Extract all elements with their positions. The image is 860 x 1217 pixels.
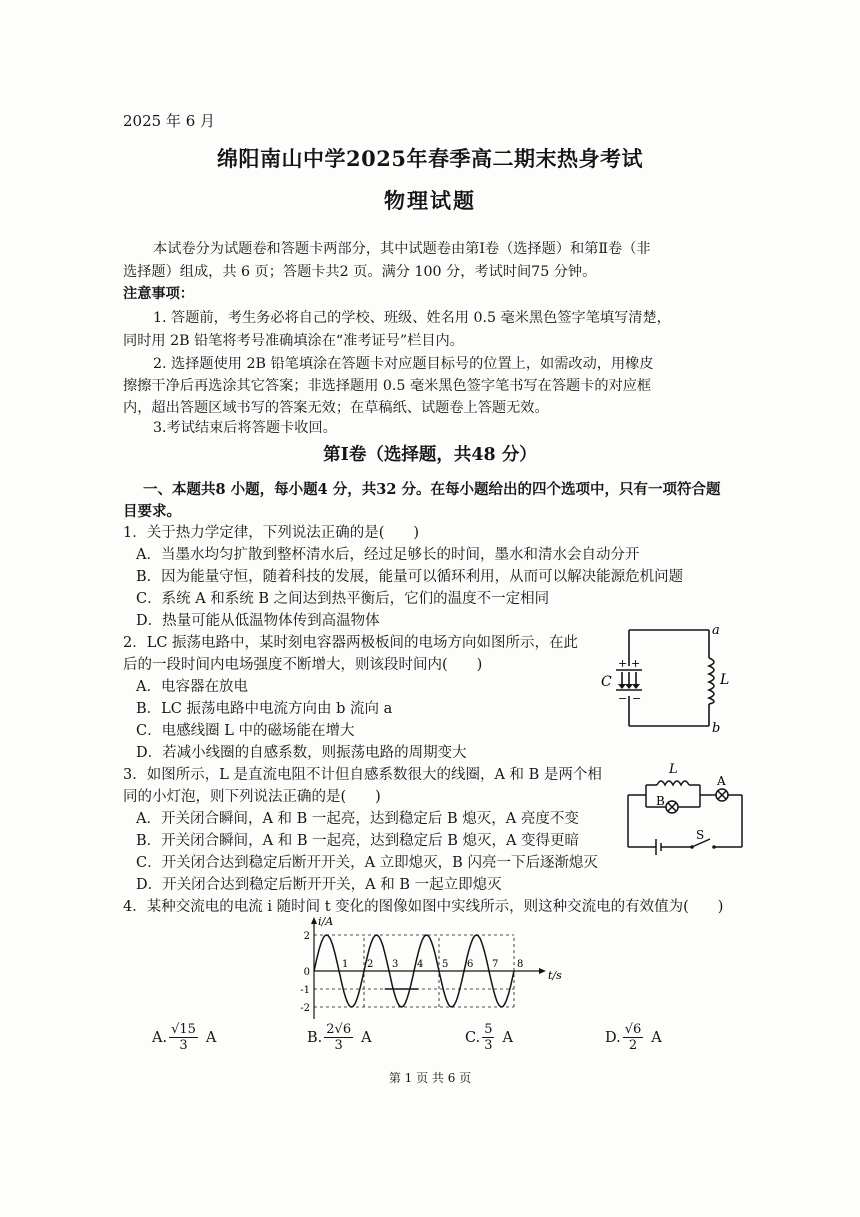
graph-x-axis-label: t/s — [548, 969, 562, 982]
question-3-option-b: B．开关闭合瞬间，A 和 B 一起亮，达到稳定后 B 熄灭，A 变得更暗 — [136, 833, 580, 849]
terminal-b-label: b — [712, 721, 721, 734]
question-2-option-b: B．LC 振荡电路中电流方向由 b 流向 a — [136, 701, 393, 717]
option-a-denominator: 3 — [179, 1038, 188, 1053]
question-3-option-d: D．开关闭合达到稳定后断开开关，A 和 B 一起立即熄灭 — [136, 877, 502, 893]
terminal-a-label: a — [712, 623, 720, 638]
question-3-stem-2: 同的小灯泡，则下列说法正确的是( ) — [123, 789, 381, 805]
option-a-fraction — [169, 1022, 198, 1053]
lamp-b-label: B — [656, 794, 665, 808]
graph-y-tick-label: -2 — [300, 1003, 310, 1014]
option-b-denominator: 3 — [334, 1038, 343, 1053]
note-3: 3.考试结束后将答题卡收回。 — [153, 420, 337, 436]
option-d-numerator: √6 — [624, 1022, 642, 1037]
graph-y-tick-label: 0 — [303, 967, 310, 978]
capacitor-label: C — [601, 674, 612, 690]
question-1-option-d: D．热量可能从低温物体传到高温物体 — [136, 613, 380, 629]
question-3-stem-1: 3．如图所示，L 是直流电阻不计但自感系数很大的线圈，A 和 B 是两个相 — [123, 767, 602, 783]
section-1-instruction-1: 一、本题共8 小题，每小题4 分，共32 分。在每小题给出的四个选项中，只有一项符合题 — [143, 481, 721, 498]
question-4-option-a — [152, 1022, 216, 1053]
note-1-line-2: 同时用 2B 铅笔将考号准确填涂在“准考证号”栏目内。 — [123, 333, 464, 349]
option-b-unit: A — [361, 1029, 372, 1046]
question-2-option-c: C．电感线圈 L 中的磁场能在增大 — [136, 723, 355, 739]
question-1-stem: 1．关于热力学定律，下列说法正确的是( ) — [123, 525, 420, 541]
option-a-unit: A — [205, 1029, 217, 1046]
question-2-option-d: D．若减小线圈的自感系数，则振荡电路的周期变大 — [136, 745, 467, 761]
option-b-letter: B. — [307, 1029, 323, 1046]
graph-x-tick-label: 4 — [417, 959, 424, 970]
question-4-option-d — [605, 1022, 662, 1053]
graph-x-tick-label: 6 — [467, 959, 474, 970]
option-a-numerator: √15 — [171, 1022, 196, 1037]
option-c-denominator: 3 — [484, 1038, 493, 1053]
graph-x-tick-label: 2 — [367, 959, 374, 970]
option-b-numerator: 2√6 — [326, 1022, 352, 1037]
question-1-option-b: B．因为能量守恒，随着科技的发展，能量可以循环利用，从而可以解决能源危机问题 — [136, 569, 684, 585]
option-d-unit: A — [651, 1029, 662, 1046]
question-3-option-a: A．开关闭合瞬间，A 和 B 一起亮，达到稳定后 B 熄灭，A 亮度不变 — [136, 811, 579, 827]
option-a-letter: A. — [152, 1029, 168, 1046]
intro-line-1: 本试卷分为试题卷和答题卡两部分，其中试题卷由第Ⅰ卷（选择题）和第Ⅱ卷（非 — [153, 241, 651, 257]
option-c-unit: A — [502, 1029, 513, 1046]
note-2-line-3: 内，超出答题区域书写的答案无效；在草稿纸、试题卷上答题无效。 — [123, 400, 549, 416]
current-time-graph — [292, 915, 572, 1023]
lamp-circuit-diagram — [620, 755, 750, 860]
exam-title: 绵阳南山中学2025年春季高二期末热身考试 — [217, 146, 643, 171]
page-footer: 第 1 页 共 6 页 — [388, 1071, 472, 1085]
question-2-stem-1: 2．LC 振荡电路中，某时刻电容器两极板间的电场方向如图所示，在此 — [123, 635, 579, 651]
question-4-stem: 4．某种交流电的电流 i 随时间 t 变化的图像如图中实线所示，则这种交流电的有效值为( ) — [123, 899, 724, 915]
graph-x-tick-label: 1 — [342, 959, 349, 970]
notes-heading: 注意事项： — [123, 286, 194, 302]
graph-x-tick-label: 7 — [492, 959, 499, 970]
inductor-label: L — [720, 672, 730, 688]
option-c-letter: C. — [465, 1029, 481, 1046]
note-1-line-1: 1. 答题前，考生务必将自己的学校、班级、姓名用 0.5 毫米黑色签字笔填写清楚， — [153, 310, 671, 326]
question-2-option-a: A．电容器在放电 — [136, 679, 248, 695]
question-2-stem-2: 后的一段时间内电场强度不断增大，则该段时间内( ) — [123, 657, 483, 673]
option-c-numerator: 5 — [484, 1022, 493, 1037]
section-1-title: 第Ⅰ卷（选择题，共48 分） — [323, 445, 537, 465]
capacitor-minus-sign-2: − — [632, 692, 642, 705]
graph-x-tick-label: 5 — [442, 959, 449, 970]
option-d-fraction — [623, 1022, 644, 1053]
option-d-denominator: 2 — [628, 1038, 638, 1053]
intro-line-2: 选择题）组成，共 6 页；答题卡共2 页。满分 100 分，考试时间75 分钟。 — [123, 264, 597, 280]
graph-y-tick-label: -1 — [300, 985, 310, 996]
exam-date: 2025 年 6 月 — [123, 112, 216, 130]
option-d-letter: D. — [605, 1029, 621, 1046]
capacitor-minus-sign: − — [618, 692, 628, 705]
switch-label: S — [696, 828, 705, 842]
graph-x-tick-label: 8 — [517, 959, 524, 970]
capacitor-plus-sign-2: + — [631, 657, 641, 670]
capacitor-plus-sign: + — [618, 657, 628, 670]
graph-y-tick-label: 2 — [303, 931, 310, 942]
lamp-a-label: A — [717, 774, 726, 788]
question-4-option-b — [307, 1022, 372, 1053]
graph-y-axis-label: i/A — [318, 915, 334, 928]
question-1-option-a: A．当墨水均匀扩散到整杯清水后，经过足够长的时间，墨水和清水会自动分开 — [136, 547, 640, 563]
graph-x-tick-label: 3 — [392, 959, 399, 970]
question-1-option-c: C．系统 A 和系统 B 之间达到热平衡后，它们的温度不一定相同 — [136, 591, 550, 607]
lc-circuit-diagram — [596, 622, 736, 734]
coil-label: L — [669, 762, 678, 777]
option-c-fraction — [482, 1022, 494, 1053]
option-b-fraction — [324, 1022, 353, 1053]
note-2-line-1: 2. 选择题使用 2B 铅笔填涂在答题卡对应题目标号的位置上，如需改动，用橡皮 — [153, 356, 654, 372]
exam-subject: 物理试题 — [384, 188, 476, 213]
section-1-instruction-2: 目要求。 — [123, 503, 181, 520]
question-3-option-c: C．开关闭合达到稳定后断开开关，A 立即熄灭，B 闪亮一下后逐渐熄灭 — [136, 855, 598, 871]
note-2-line-2: 擦擦干净后再选涂其它答案；非选择题用 0.5 毫米黑色签字笔书写在答题卡的对应框 — [123, 378, 652, 394]
question-4-option-c — [465, 1022, 513, 1053]
